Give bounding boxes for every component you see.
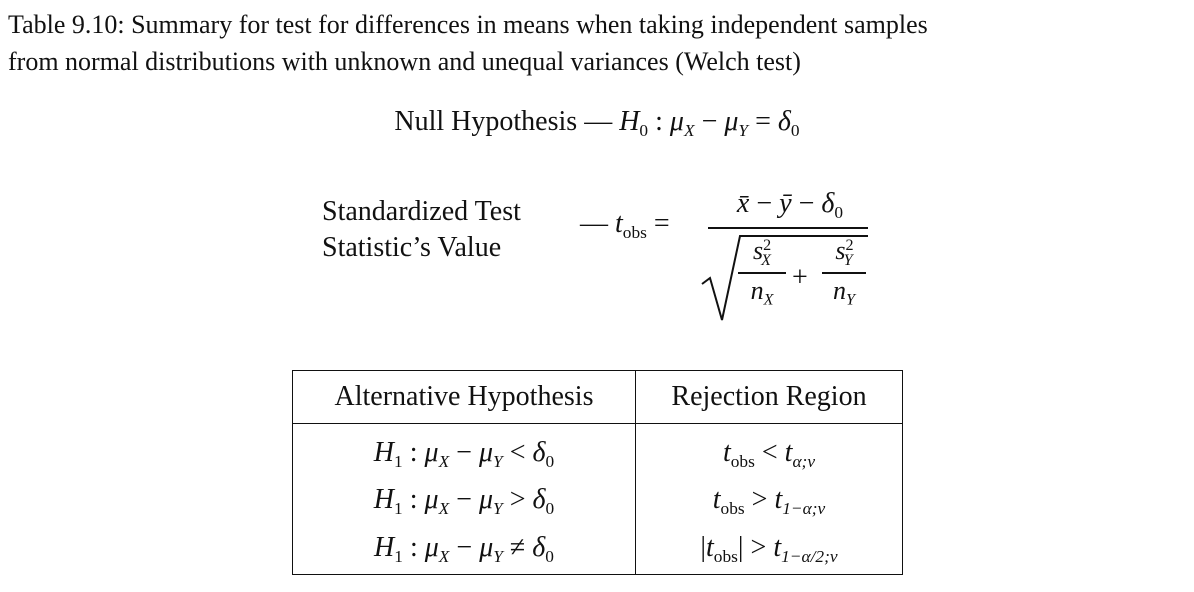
fraction-bar (708, 227, 868, 229)
test-statistic-lhs: — $t_{obs}$ = (580, 208, 670, 243)
plus-sign: + (792, 262, 808, 293)
header-alternative-hypothesis: Alternative Hypothesis (293, 371, 636, 424)
table-row (293, 424, 903, 479)
table-caption (8, 6, 1188, 80)
rejection-not-equal: $|t_{obs}| > t_{1-\alpha/2;\nu}$ (636, 526, 903, 575)
rejection-region-table (292, 370, 903, 575)
table-row (293, 478, 903, 526)
test-statistic-numerator: x̄ − ȳ − $\delta_0$ (736, 188, 844, 223)
alternative-less-than: $H_1$ : $\mu_X - \mu_Y < \delta_0$ (293, 424, 636, 479)
alternative-not-equal: $H_1$ : $\mu_X - \mu_Y \ne \delta_0$ (293, 526, 636, 575)
null-hypothesis (0, 106, 1194, 141)
null-hypothesis-label: Null Hypothesis (394, 106, 578, 137)
rejection-less-than: $t_{obs} < t_{\alpha;\nu}$ (636, 424, 903, 479)
table-row (293, 526, 903, 575)
null-hypothesis-dash: — (584, 106, 613, 137)
variance-y-over-ny: $s^2_Y$ $n_Y$ (822, 236, 866, 309)
test-statistic-label (322, 194, 521, 266)
test-statistic-dash: — (580, 208, 608, 239)
alternative-greater-than: $H_1$ : $\mu_X - \mu_Y > \delta_0$ (293, 478, 636, 526)
caption-line-2: from normal distributions with unknown and unequal variances (Welch test) (8, 47, 801, 76)
null-hypothesis-formula: $H_0$ : $\mu_X - \mu_Y = \delta_0$ (619, 106, 800, 141)
variance-x-over-nx: $s^2_X$ $n_X$ (738, 236, 786, 309)
table-header-row (293, 371, 903, 424)
caption-line-1: Table 9.10: Summary for test for differences in means when taking independent samples (8, 10, 928, 39)
rejection-greater-than: $t_{obs} > t_{1-\alpha;\nu}$ (636, 478, 903, 526)
test-statistic-label-line-1: Standardized Test (322, 196, 521, 227)
test-statistic-label-line-2: Statistic’s Value (322, 232, 502, 263)
header-rejection-region: Rejection Region (636, 371, 903, 424)
